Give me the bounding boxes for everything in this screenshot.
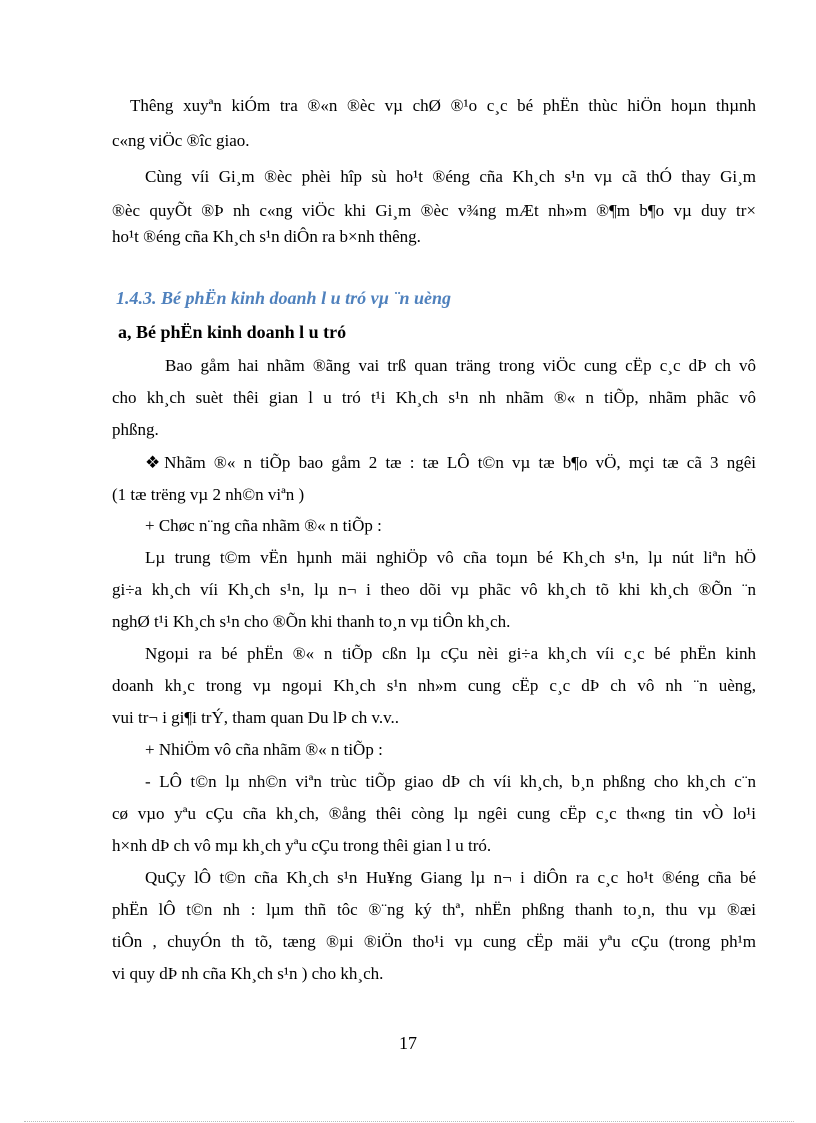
paragraph-line: nghØ t¹i Kh¸ch s¹n cho ®Õn khi thanh to¸n vµ tiÔn kh¸ch. xyxy=(112,612,511,631)
paragraph-line: + Chøc n¨ng cña nhãm ®« n tiÕp : xyxy=(145,516,382,535)
paragraph-line: Cùng víi Gi¸m ®èc phèi hîp sù ho¹t ®éng cña Kh¸ch s¹n vµ cã thÓ thay Gi¸m xyxy=(145,167,756,186)
paragraph-line: cho kh¸ch suèt thêi gian l u tró t¹i Kh¸ch s¹n nh nhãm ®« n tiÕp, nhãm phãc vô xyxy=(112,388,756,407)
paragraph-line: ®èc quyÕt ®Þ nh c«ng viÖc khi Gi¸m ®èc v¾ng mÆt nh»m ®¶m b¶o vµ duy tr× xyxy=(112,201,756,220)
subsection-heading: a, Bé phËn kinh doanh l u tró xyxy=(118,322,347,342)
paragraph-line: (1 tæ trëng vµ 2 nh©n viªn ) xyxy=(112,485,305,504)
paragraph-line: h×nh dÞ ch vô mµ kh¸ch yªu cÇu trong thêi gian l u tró. xyxy=(112,836,492,855)
paragraph-line: cø vµo yªu cÇu cña kh¸ch, ®ång thêi còng lµ ngêi cung cËp c¸c th«ng tin vÒ lo¹i xyxy=(112,804,756,823)
page-bottom-divider xyxy=(24,1121,794,1122)
paragraph-line: Thêng xuyªn kiÓm tra ®«n ®èc vµ chØ ®¹o c¸c bé phËn thùc hiÖn hoµn thµnh xyxy=(130,96,756,115)
paragraph-line: vui tr¬ i gi¶i trÝ, tham quan Du lÞ ch v.v.. xyxy=(112,708,400,727)
page-number: 17 xyxy=(399,1033,417,1053)
paragraph-line: tiÔn , chuyÓn th tõ, tæng ®µi ®iÖn tho¹i vµ cung cËp mäi yªu cÇu (trong ph¹m xyxy=(112,932,756,951)
paragraph-line: QuÇy lÔ t©n cña Kh¸ch s¹n Hu¥ng Giang lµ n¬ i diÔn ra c¸c ho¹t ®éng cña bé xyxy=(145,868,756,887)
paragraph-line: vi quy dÞ nh cña Kh¸ch s¹n ) cho kh¸ch. xyxy=(112,964,384,983)
paragraph-line: phËn lÔ t©n nh : lµm thñ tôc ®¨ng ký thª, nhËn phßng thanh to¸n, thu vµ ®æi xyxy=(112,900,756,919)
paragraph-line: Bao gåm hai nhãm ®ãng vai trß quan träng trong viÖc cung cËp c¸c dÞ ch vô xyxy=(165,356,756,375)
paragraph-line: c«ng viÖc ®îc giao. xyxy=(112,131,250,150)
paragraph-line: phßng. xyxy=(112,420,159,439)
paragraph-line: ho¹t ®éng cña Kh¸ch s¹n diÔn ra b×nh thêng. xyxy=(112,227,421,246)
paragraph-line: + NhiÖm vô cña nhãm ®« n tiÕp : xyxy=(145,740,383,759)
paragraph-line: Lµ trung t©m vËn hµnh mäi nghiÖp vô cña toµn bé Kh¸ch s¹n, lµ nút liªn hÖ xyxy=(145,548,756,567)
paragraph-line: Ngoµi ra bé phËn ®« n tiÕp cßn lµ cÇu nèi gi÷a kh¸ch víi c¸c bé phËn kinh xyxy=(145,644,756,663)
paragraph-line: doanh kh¸c trong vµ ngoµi Kh¸ch s¹n nh»m cung cËp c¸c dÞ ch vô nh ¨n uèng, xyxy=(112,676,756,695)
paragraph-line: - LÔ t©n lµ nh©n viªn trùc tiÕp giao dÞ ch víi kh¸ch, b¸n phßng cho kh¸ch c¨n xyxy=(145,772,756,791)
section-heading: 1.4.3. Bé phËn kinh doanh l u tró vµ ¨n uèng xyxy=(116,288,451,308)
bullet-line: ❖Nhãm ®« n tiÕp bao gåm 2 tæ : tæ LÔ t©n vµ tæ b¶o vÖ, mçi tæ cã 3 ngêi xyxy=(145,453,756,472)
paragraph-line: gi÷a kh¸ch víi Kh¸ch s¹n, lµ n¬ i theo dõi vµ phãc vô kh¸ch tõ khi kh¸ch ®Õn ¨n xyxy=(112,580,756,599)
